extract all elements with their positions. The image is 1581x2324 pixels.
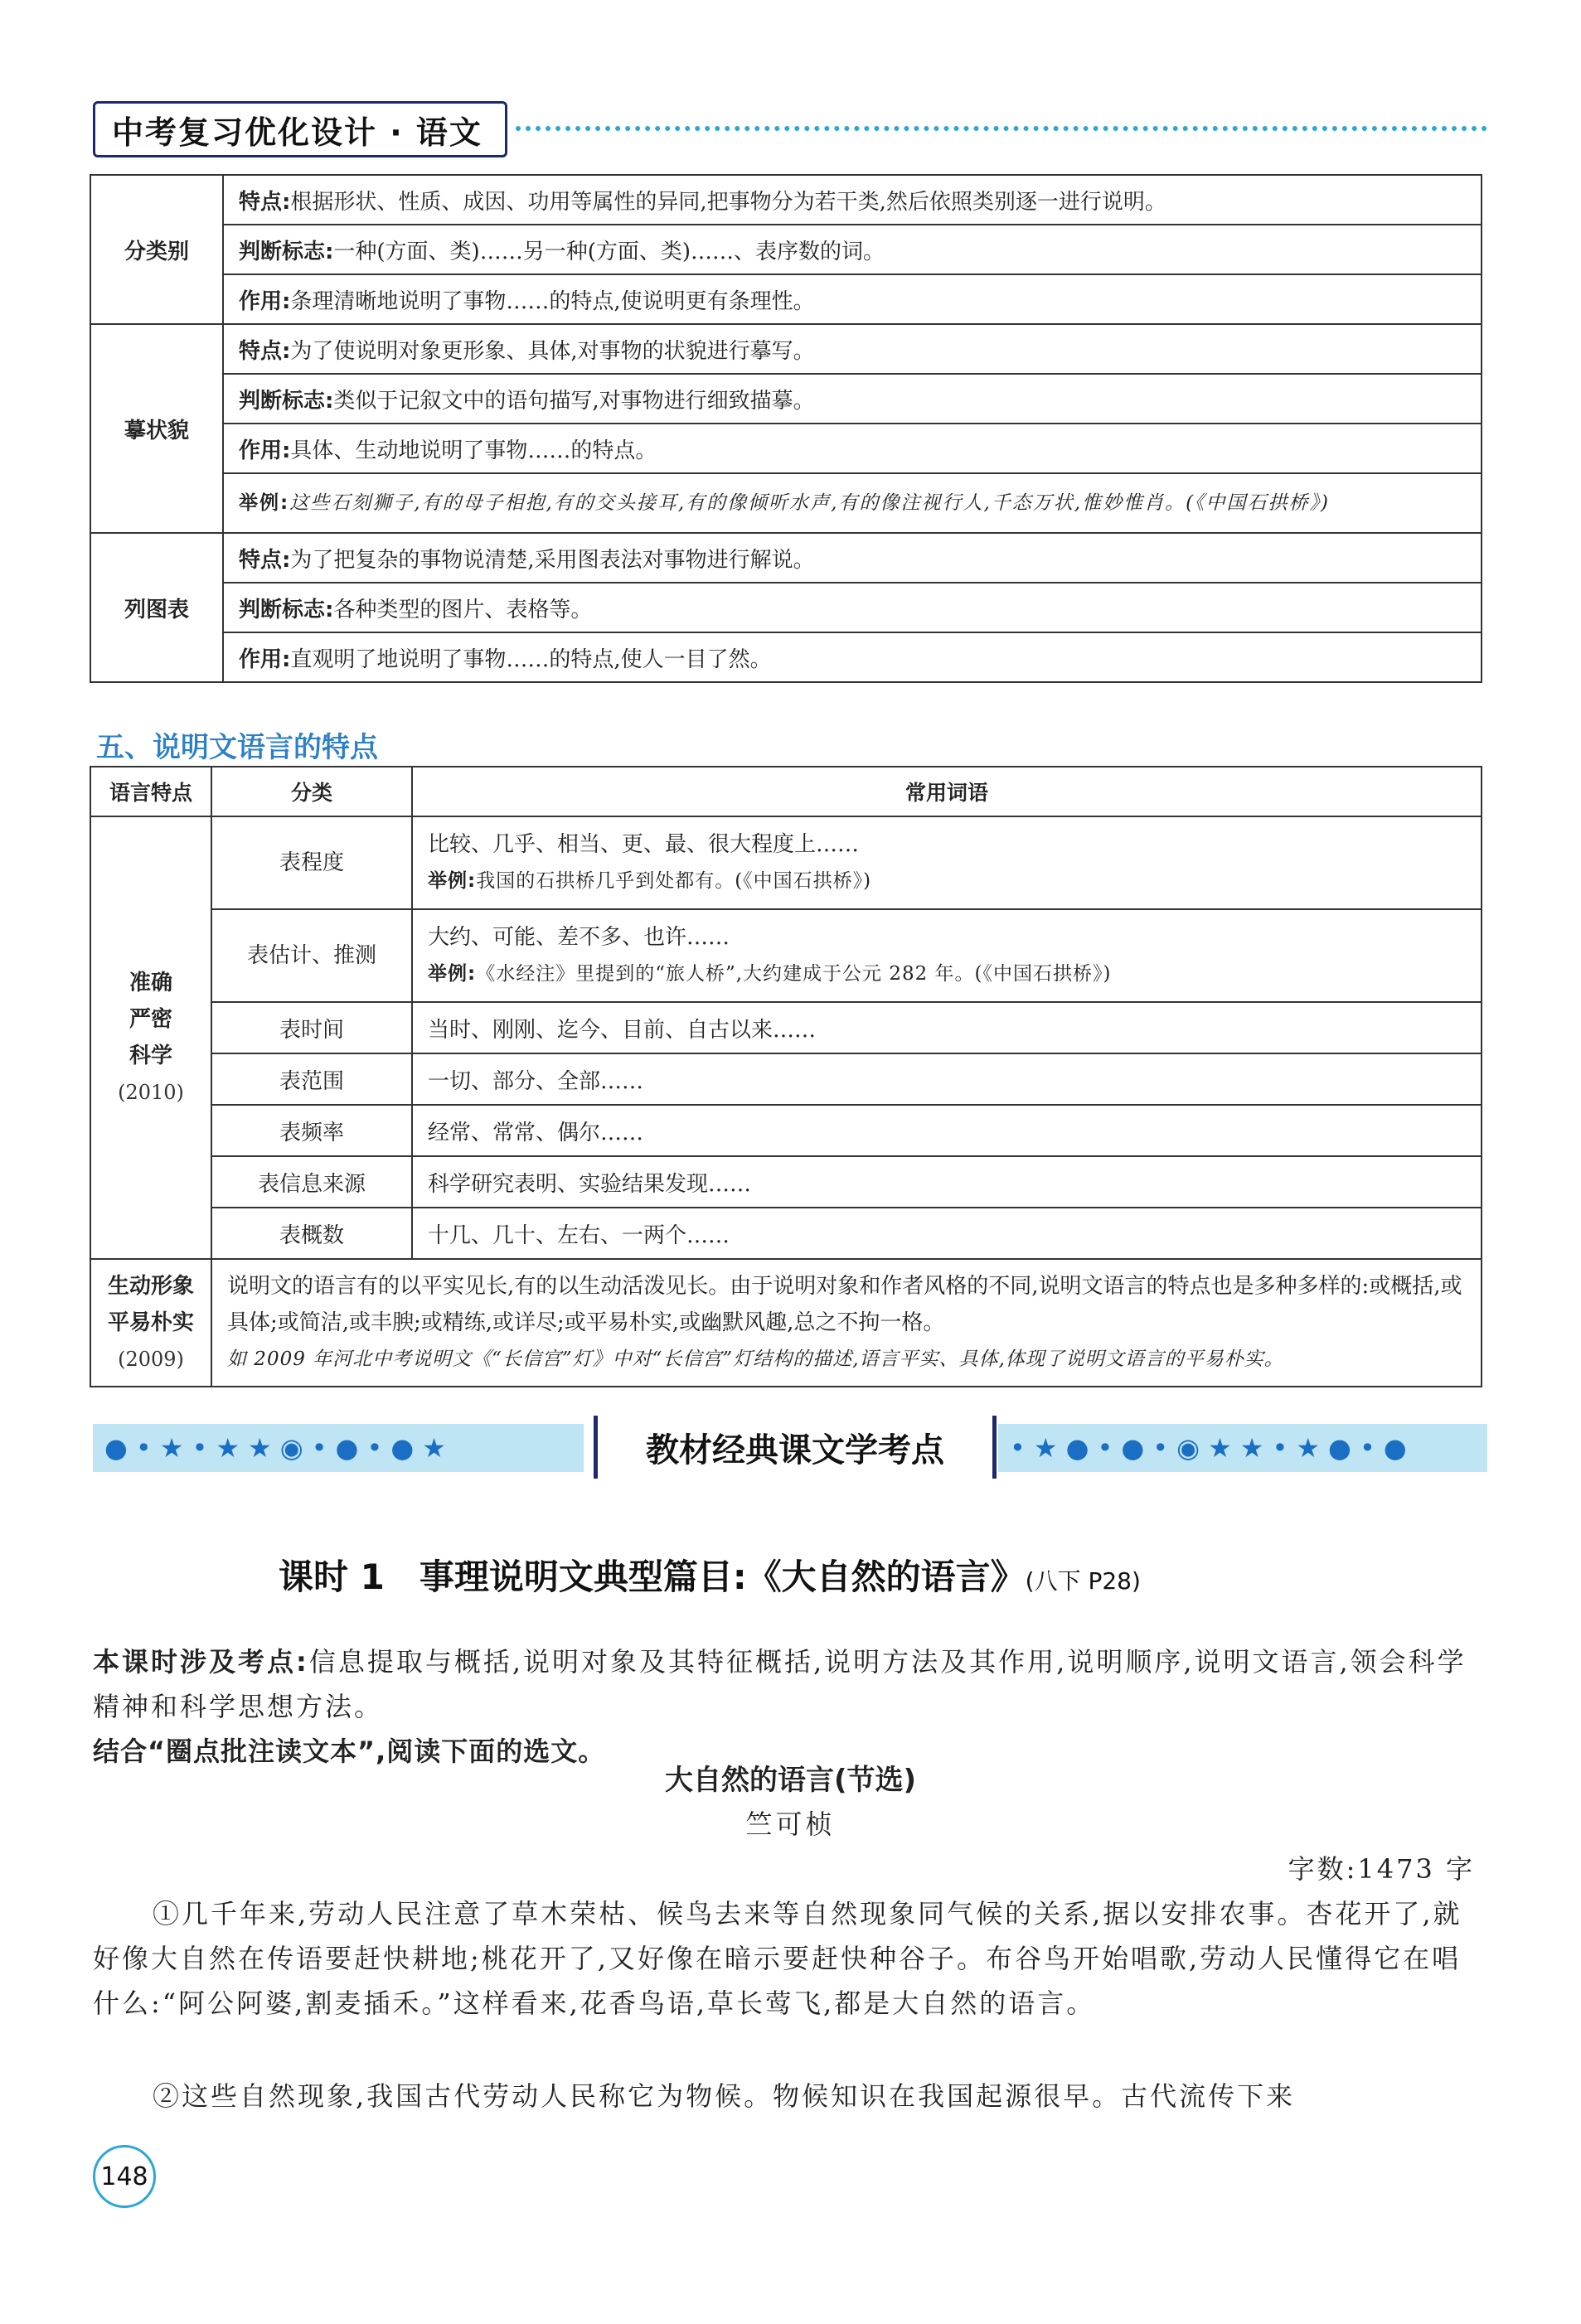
table-row: 作用:直观明了地说明了事物……的特点,使人一目了然。: [223, 632, 1482, 682]
reading-instruction: 结合“圈点批注读文本”,阅读下面的选文。: [93, 1736, 606, 1767]
category-cell: 表概数: [211, 1208, 412, 1259]
page-number: 148: [93, 2145, 156, 2208]
running-header-title: 中考复习优化设计 · 语文: [93, 101, 507, 157]
column-header: 常用词语: [412, 767, 1482, 816]
column-header: 分类: [211, 767, 412, 816]
article-title: 大自然的语言(节选): [664, 1764, 917, 1797]
table-row: 判断标志:类似于记叙文中的语句描写,对事物进行细致描摹。: [223, 374, 1482, 424]
table-row: 判断标志:各种类型的图片、表格等。: [223, 583, 1482, 632]
category-cell: 表估计、推测: [211, 909, 412, 1002]
table-row-example: 举例:这些石刻狮子,有的母子相抱,有的交头接耳,有的像倾听水声,有的像注视行人,千态万状,惟妙惟肖。(《中国石拱桥》): [223, 473, 1482, 533]
word-count: 字数:1473 字: [1288, 1853, 1475, 1885]
table-row: 作用:条理清晰地说明了事物……的特点,使说明更有条理性。: [223, 274, 1482, 324]
column-header: 语言特点: [90, 767, 211, 816]
category-cell: 表范围: [211, 1053, 412, 1105]
category-cell: 表程度: [211, 816, 412, 909]
article-paragraph: ①几千年来,劳动人民注意了草木荣枯、候鸟去来等自然现象同气候的关系,据以安排农事。杏花开了,就好像大自然在传语要赶快耕地;桃花开了,又好像在暗示要赶快种谷子。布谷鸟开始唱歌,劳动人民懂得它在唱什么:“阿公阿婆,割麦插禾。”这样看来,花香鸟语,草长莺飞,都是大自然的语言。: [93, 1898, 1462, 2019]
header-dotted-rule: [516, 126, 1487, 131]
words-cell: 经常、常常、偶尔……: [412, 1105, 1482, 1156]
table-row: 特点:根据形状、性质、成因、功用等属性的异同,把事物分为若干类,然后依照类别逐一进行说明。: [223, 175, 1482, 225]
intro-paragraph: 本课时涉及考点:信息提取与概括,说明对象及其特征概括,说明方法及其作用,说明顺序,说明文语言,领会科学精神和科学思想方法。: [93, 1646, 1467, 1722]
article-paragraph: ②这些自然现象,我国古代劳动人民称它为物候。物候知识在我国起源很早。古代流传下来: [153, 2080, 1296, 2112]
words-cell: 科学研究表明、实验结果发现……: [412, 1156, 1482, 1208]
table-row: 特点:为了使说明对象更形象、具体,对事物的状貌进行摹写。: [223, 324, 1482, 374]
words-cell: 十几、几十、左右、一两个……: [412, 1208, 1482, 1259]
feature-accurate: 准确 严密 科学 (2010): [90, 816, 211, 1259]
method-name: 摹状貌: [90, 324, 223, 533]
category-cell: 表时间: [211, 1002, 412, 1053]
category-cell: 表频率: [211, 1105, 412, 1156]
words-cell: 一切、部分、全部……: [412, 1053, 1482, 1105]
category-cell: 表信息来源: [211, 1156, 412, 1208]
method-name: 列图表: [90, 533, 223, 682]
banner-decoration-left: ●•★•★★◉•●•●★: [93, 1424, 584, 1472]
banner-title: 教材经典课文学考点: [594, 1416, 997, 1479]
banner-decoration-right: •★●•●•◉★★•★●•●: [998, 1424, 1487, 1472]
words-cell: 大约、可能、差不多、也许…… 举例:《水经注》里提到的“旅人桥”,大约建成于公元 282 年。(《中国石拱桥》): [412, 909, 1482, 1002]
vivid-description: 说明文的语言有的以平实见长,有的以生动活泼见长。由于说明对象和作者风格的不同,说明文语言的特点也是多种多样的:或概括,或具体;或简洁,或丰腴;或精练,或详尽;或平易朴实,或幽默风趣,总之不拘一格。 如 2009 年河北中考说明文《“长信宫”灯》中对“长信宫”灯结构的描述,语言平实、具体,体现了说明文语言的平易朴实。: [211, 1259, 1482, 1387]
method-name: 分类别: [90, 175, 223, 324]
table-row: 特点:为了把复杂的事物说清楚,采用图表法对事物进行解说。: [223, 533, 1482, 583]
language-features-table: [90, 766, 1482, 1387]
feature-vivid: 生动形象 平易朴实 (2009): [90, 1259, 211, 1387]
section-heading: 五、说明文语言的特点: [96, 731, 378, 764]
lesson-title: 课时 1 事理说明文典型篇目:《大自然的语言》(八下 P28): [279, 1557, 1141, 1597]
words-cell: 比较、几乎、相当、更、最、很大程度上…… 举例:我国的石拱桥几乎到处都有。(《中国石拱桥》): [412, 816, 1482, 909]
table-row: 作用:具体、生动地说明了事物……的特点。: [223, 424, 1482, 473]
words-cell: 当时、刚刚、迄今、目前、自古以来……: [412, 1002, 1482, 1053]
table-row: 判断标志:一种(方面、类)……另一种(方面、类)……、表序数的词。: [223, 225, 1482, 274]
article-author: 竺可桢: [745, 1808, 836, 1840]
explanation-methods-table: [90, 174, 1482, 683]
